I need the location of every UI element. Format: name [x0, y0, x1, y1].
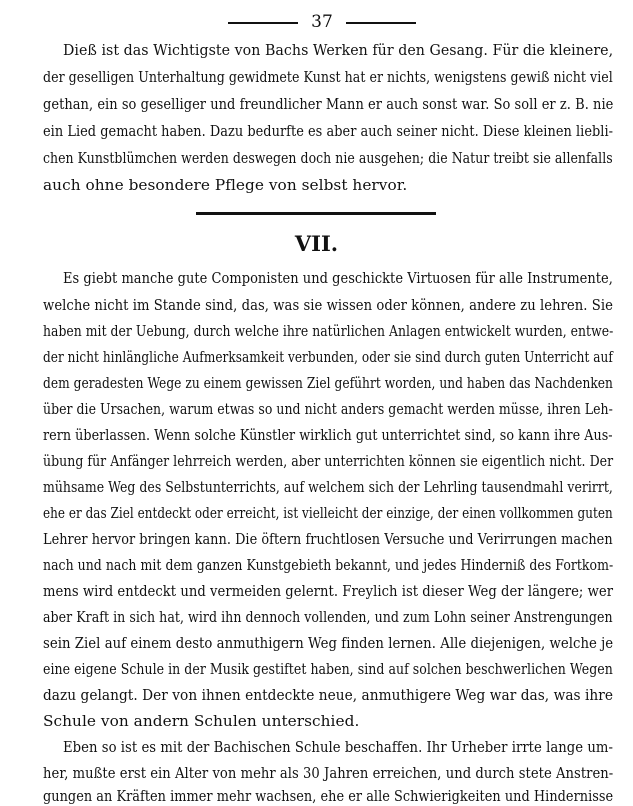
- section-title: VII.: [294, 231, 339, 256]
- text-line: Eben so ist es mit der Bachischen Schule beschaffen. Ihr Urheber irrte lange um-: [63, 738, 613, 756]
- text-line: rern überlassen. Wenn solche Künstler wirklich gut unterrichtet sind, so kann ihre Aus-: [43, 426, 613, 444]
- text-line: Dieß ist das Wichtigste von Bachs Werken für den Gesang. Für die kleinere,: [63, 41, 614, 59]
- text-line: her, mußte erst ein Alter von mehr als 30 Jahren erreichen, und durch stete Anstren-: [43, 764, 614, 782]
- text-line: Lehrer hervor bringen kann. Die öftern fruchtlosen Versuche und Verirrungen machen: [43, 530, 613, 548]
- text-line: haben mit der Uebung, durch welche ihre natürlichen Anlagen entwickelt wurden, entwe-: [43, 322, 614, 340]
- text-line: der nicht hinlängliche Aufmerksamkeit verbunden, oder sie sind durch guten Unterricht auf: [43, 348, 613, 366]
- text-line: mens wird entdeckt und vermeiden gelernt. Freylich ist dieser Weg der längere; wer: [43, 582, 614, 600]
- text-line: auch ohne besondere Pflege von selbst hervor.: [43, 176, 408, 194]
- text-line: Es giebt manche gute Componisten und geschickte Virtuosen für alle Instrumente,: [63, 269, 613, 287]
- text-line: übung für Anfänger lehrreich werden, aber unterrichten können sie eigentlich nicht. Der: [43, 452, 614, 470]
- text-line: chen Kunstblümchen werden deswegen doch nie ausgehen; die Natur treibt sie allenfalls: [43, 149, 613, 167]
- page-number: 37: [311, 12, 333, 32]
- text-line: der geselligen Unterhaltung gewidmete Kunst hat er nichts, wenigstens gewiß nicht viel: [43, 68, 613, 86]
- text-line: ehe er das Ziel entdeckt oder erreicht, ist vielleicht der einzige, der einen vollkommen guten: [43, 504, 613, 522]
- text-line: eine eigene Schule in der Musik gestiftet haben, sind auf solchen beschwerlichen Wegen: [43, 660, 613, 678]
- header-rule-left: [228, 22, 298, 24]
- text-line: gethan, ein so geselliger und freundlicher Mann er auch sonst war. So soll er z. B. nie: [43, 95, 614, 113]
- text-line: gungen an Kräften immer mehr wachsen, ehe er alle Schwierigkeiten und Hindernisse: [43, 787, 614, 805]
- section-divider: [196, 212, 436, 215]
- page-header: [0, 10, 633, 34]
- text-line: über die Ursachen, warum etwas so und nicht anders gemacht werden müsse, ihren Leh-: [43, 400, 613, 418]
- text-line: aber Kraft in sich hat, wird ihn dennoch vollenden, und zum Lohn seiner Anstrengungen: [43, 608, 613, 626]
- text-line: mühsame Weg des Selbstunterrichts, auf welchem sich der Lehrling tausendmahl verirrt,: [43, 478, 613, 496]
- text-line: dazu gelangt. Der von ihnen entdeckte neue, anmuthigere Weg war das, was ihre: [43, 686, 614, 704]
- text-line: Schule von andern Schulen unterschied.: [43, 712, 360, 730]
- text-line: ein Lied gemacht haben. Dazu bedurfte es aber auch seiner nicht. Diese kleinen liebli-: [43, 122, 614, 140]
- header-rule-right: [346, 22, 416, 24]
- text-line: sein Ziel auf einem desto anmuthigern Weg finden lernen. Alle diejenigen, welche je: [43, 634, 614, 652]
- text-line: dem geradesten Wege zu einem gewissen Ziel geführt worden, und haben das Nachdenken: [43, 374, 613, 392]
- text-line: nach und nach mit dem ganzen Kunstgebieth bekannt, und jedes Hinderniß des Fortkom-: [43, 556, 614, 574]
- text-line: welche nicht im Stande sind, das, was sie wissen oder können, andere zu lehren. Sie: [43, 296, 613, 314]
